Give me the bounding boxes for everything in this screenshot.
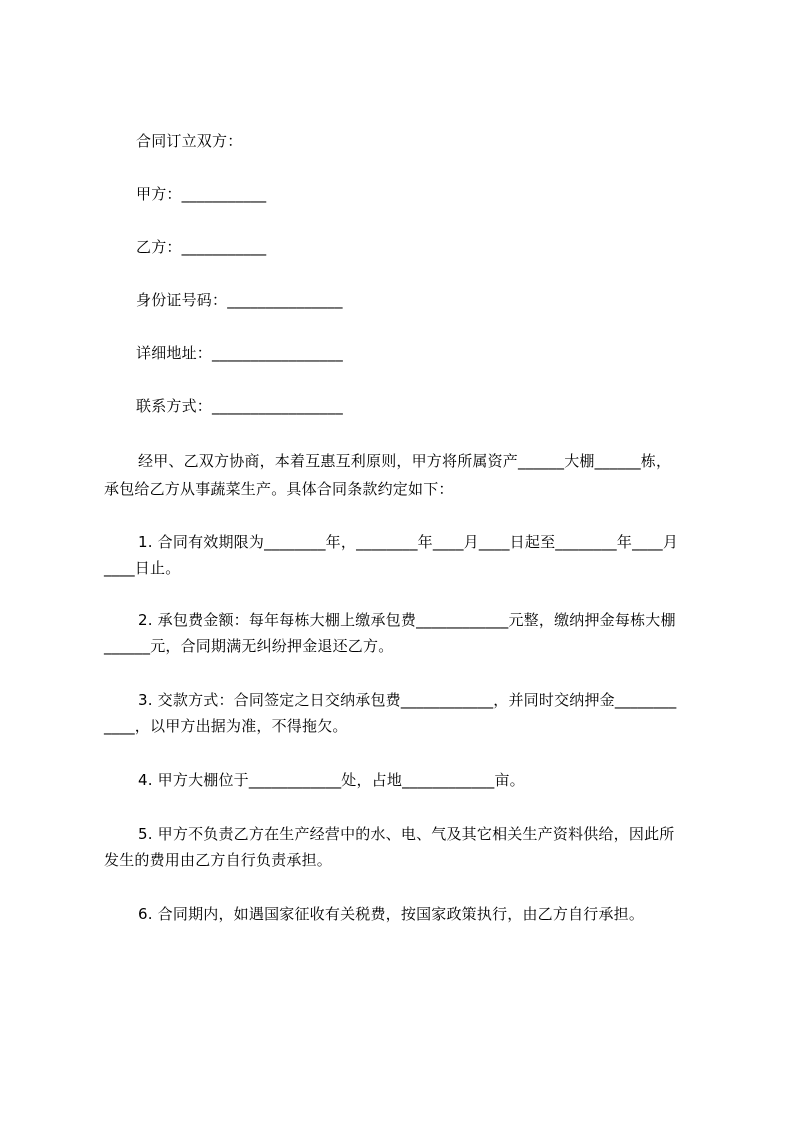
clause-4-line-1: 4. 甲方大棚位于____________处，占地____________亩。	[138, 771, 525, 789]
clause-3-line-1: 3. 交款方式：合同签定之日交纳承包费____________，并同时交纳押金________	[138, 691, 677, 709]
clause-2-line-2: ______元，合同期满无纠纷押金退还乙方。	[104, 637, 394, 655]
contact-field: 联系方式：_________________	[136, 397, 343, 415]
clause-6-line-1: 6. 合同期内，如遇国家征收有关税费，按国家政策执行，由乙方自行承担。	[138, 905, 645, 923]
id-number-field: 身份证号码：_______________	[136, 291, 343, 309]
contract-parties-intro: 合同订立双方：	[136, 132, 243, 150]
clause-2-line-1: 2. 承包费金额：每年每栋大棚上缴承包费____________元整，缴纳押金每栋大棚	[138, 611, 676, 629]
party-a-field: 甲方：___________	[136, 185, 267, 203]
clause-5-line-2: 发生的费用由乙方自行负责承担。	[104, 851, 333, 869]
clause-3-line-2: ____，以甲方出据为准，不得拖欠。	[104, 717, 348, 735]
party-b-field: 乙方：___________	[136, 238, 267, 256]
preamble-line-2: 承包给乙方从事蔬菜生产。具体合同条款约定如下：	[104, 480, 454, 498]
clause-1-line-2: ____日止。	[104, 559, 181, 577]
preamble-line-1: 经甲、乙双方协商，本着互惠互利原则，甲方将所属资产______大棚______栋，	[138, 452, 672, 470]
address-field: 详细地址：_________________	[136, 344, 343, 362]
clause-5-line-1: 5. 甲方不负责乙方在生产经营中的水、电、气及其它相关生产资料供给，因此所	[138, 825, 675, 843]
clause-1-line-1: 1. 合同有效期限为________年，________年____月____日起至________年____月	[138, 533, 679, 551]
